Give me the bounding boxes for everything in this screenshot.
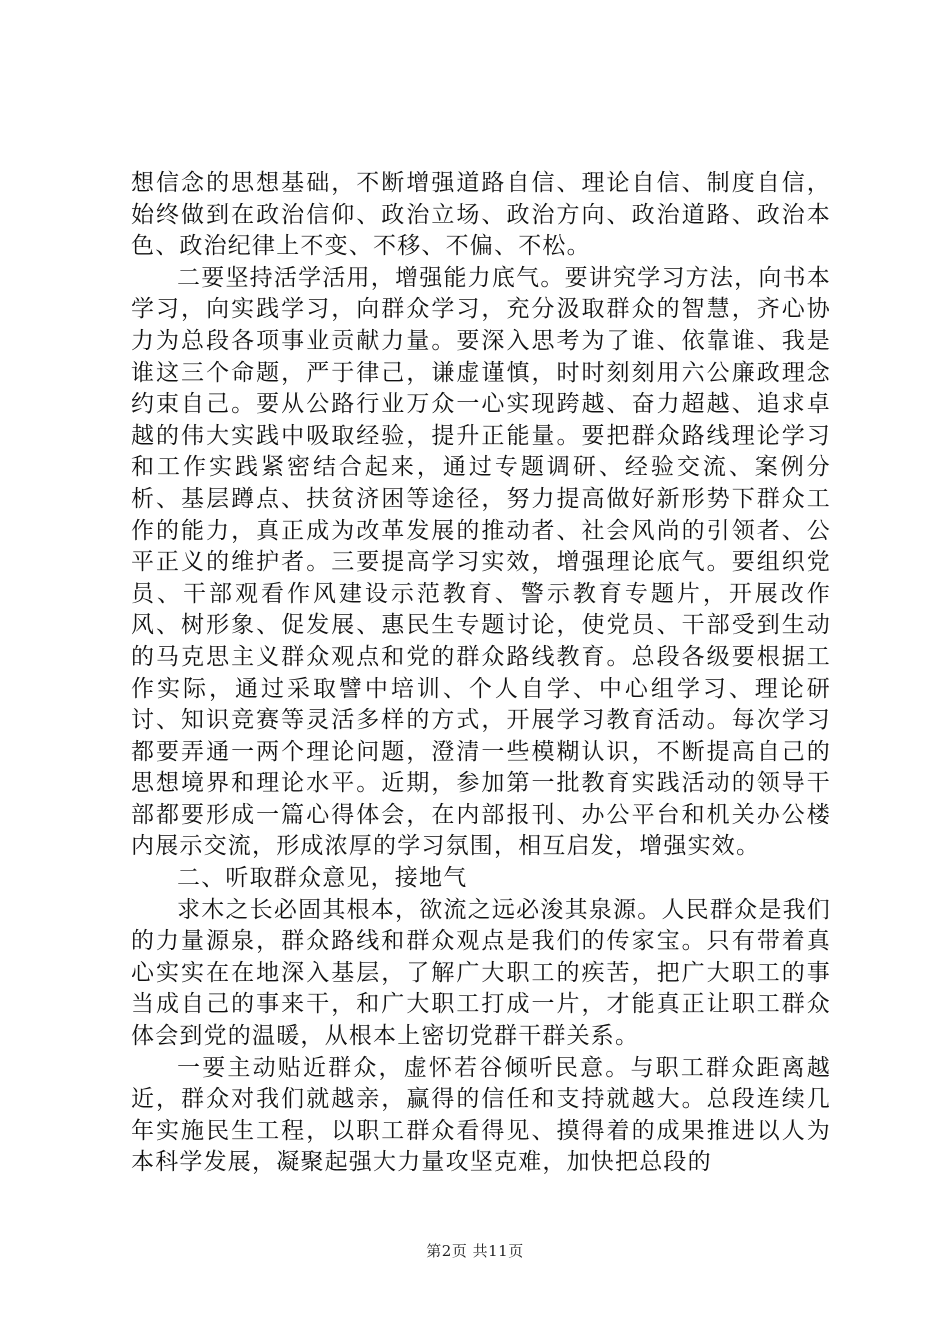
document-body <box>131 168 831 1179</box>
paragraph-3: 求木之长必固其根本，欲流之远必浚其泉源。人民群众是我们的力量源泉，群众路线和群众观点是我们的传家宝。只有带着真心实实在在地深入基层，了解广大职工的疾苦，把广大职工的事当成自己的事来干，和广大职工打成一片，才能真正让职工群众体会到党的温暖，从根本上密切党群干群关系。 <box>131 896 831 1050</box>
paragraph-1: 想信念的思想基础，不断增强道路自信、理论自信、制度自信，始终做到在政治信仰、政治立场、政治方向、政治道路、政治本色、政治纪律上不变、不移、不偏、不松。 <box>131 170 831 260</box>
paragraph-4: 一要主动贴近群众，虚怀若谷倾听民意。与职工群众距离越近，群众对我们就越亲，赢得的信任和支持就越大。总段连续几年实施民生工程，以职工群众看得见、摸得着的成果推进以人为本科学发展，凝聚起强大力量攻坚克难，加快把总段的 <box>131 1054 831 1176</box>
section-heading: 二、听取群众意见，接地气 <box>177 865 468 892</box>
page-number-footer: 第2页 共11页 <box>426 1242 524 1260</box>
paragraph-2: 二要坚持活学活用，增强能力底气。要讲究学习方法，向书本学习，向实践学习，向群众学习，充分汲取群众的智慧，齐心协力为总段各项事业贡献力量。要深入思考为了谁、依靠谁、我是谁这三个命题，严于律己，谦虚谨慎，时时刻刻用六公廉政理念约束自己。要从公路行业万众一心实现跨越、奋力超越、追求卓越的伟大实践中吸取经验，提升正能量。要把群众路线理论学习和工作实践紧密结合起来，通过专题调研、经验交流、案例分析、基层蹲点、扶贫济困等途径，努力提高做好新形势下群众工作的能力，真正成为改革发展的推动者、社会风尚的引领者、公平正义的维护者。三要提高学习实效，增强理论底气。要组织党员、干部观看作风建设示范教育、警示教育专题片，开展改作风、树形象、促发展、惠民生专题讨论，使党员、干部受到生动的马克思主义群众观点和党的群众路线教育。总段各级要根据工作实际，通过采取譬中培训、个人自学、中心组学习、理论研讨、知识竞赛等灵活多样的方式，开展学习教育活动。每次学习都要弄通一两个理论问题，澄清一些模糊认识，不断提高自己的思想境界和理论水平。近期，参加第一批教育实践活动的领导干部都要形成一篇心得体会，在内部报刊、办公平台和机关办公楼内展示交流，形成浓厚的学习氛围，相互启发，增强实效。 <box>131 264 831 860</box>
